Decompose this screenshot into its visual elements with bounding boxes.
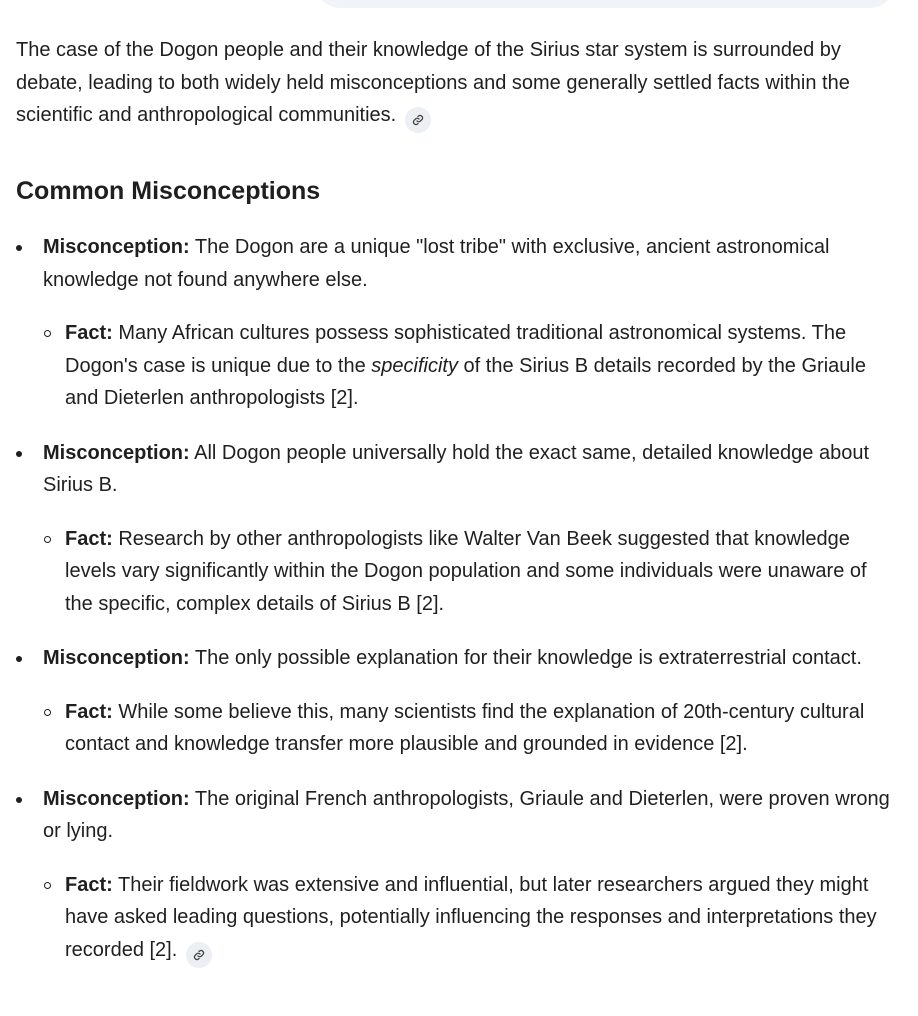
fact-text: While some believe this, many scientists find the explanation of 20th-century cultural contact and knowledge transfer more plausible and grounded in evidence [2]. (65, 700, 865, 755)
fact-label: Fact: (65, 322, 113, 344)
list-item (16, 231, 896, 415)
fact-item (43, 523, 896, 621)
fact-text: Research by other anthropologists like Walter Van Beek suggested that knowledge levels vary significantly within the Dogon population and some individuals were unaware of the specific, complex details of Sirius B [2]. (65, 527, 867, 615)
source-link-button[interactable] (186, 942, 212, 968)
fact-label: Fact: (65, 527, 113, 550)
section-heading: Common Misconceptions (16, 177, 321, 205)
misconception-label: Misconception: (43, 441, 190, 464)
source-link-button[interactable] (405, 107, 431, 133)
misconception-text: The Dogon are a unique "lost tribe" with exclusive, ancient astronomical knowledge not found anywhere else. (43, 236, 830, 291)
misconception-label: Misconception: (43, 647, 190, 669)
list-item (16, 437, 896, 621)
misconception-label: Misconception: (43, 236, 190, 258)
intro-text: The case of the Dogon people and their knowledge of the Sirius star system is surrounded by debate, leading to both widely held misconceptions and some generally settled facts within the scientific and anthropological communities. (16, 39, 850, 126)
misconception-text: The only possible explanation for their knowledge is extraterrestrial contact. (194, 647, 862, 669)
misconception-text: The original French anthropologists, Griaule and Dieterlen, were proven wrong or lying. (43, 787, 890, 842)
intro-paragraph (16, 34, 896, 133)
fact-item (43, 317, 896, 415)
fact-list (43, 696, 896, 761)
misconception-label: Misconception: (43, 787, 190, 810)
list-item (16, 642, 896, 761)
misconception-list (16, 231, 896, 968)
list-item (16, 783, 896, 968)
response-content (16, 34, 896, 990)
fact-text: Their fieldwork was extensive and influential, but later researchers argued they might have asked leading questions, potentially influencing the responses and interpretations they recorded [2]. (65, 873, 877, 961)
fact-emphasis: specificity (371, 354, 458, 377)
link-icon (193, 949, 205, 961)
fact-list (43, 869, 896, 968)
fact-list (43, 523, 896, 621)
fact-label: Fact: (65, 700, 113, 723)
fact-list (43, 317, 896, 415)
fact-item (43, 869, 896, 968)
link-icon (412, 114, 424, 126)
fact-label: Fact: (65, 873, 113, 896)
prompt-bubble (316, 0, 894, 8)
fact-text-rest: of the Sirius B details recorded by the Griaule and Dieterlen anthropologists [2]. (65, 354, 866, 409)
fact-item (43, 696, 896, 761)
fact-text: Many African cultures possess sophisticated traditional astronomical systems. The Dogon's case is unique due to the (65, 322, 847, 377)
misconception-text: All Dogon people universally hold the exact same, detailed knowledge about Sirius B. (43, 441, 870, 496)
